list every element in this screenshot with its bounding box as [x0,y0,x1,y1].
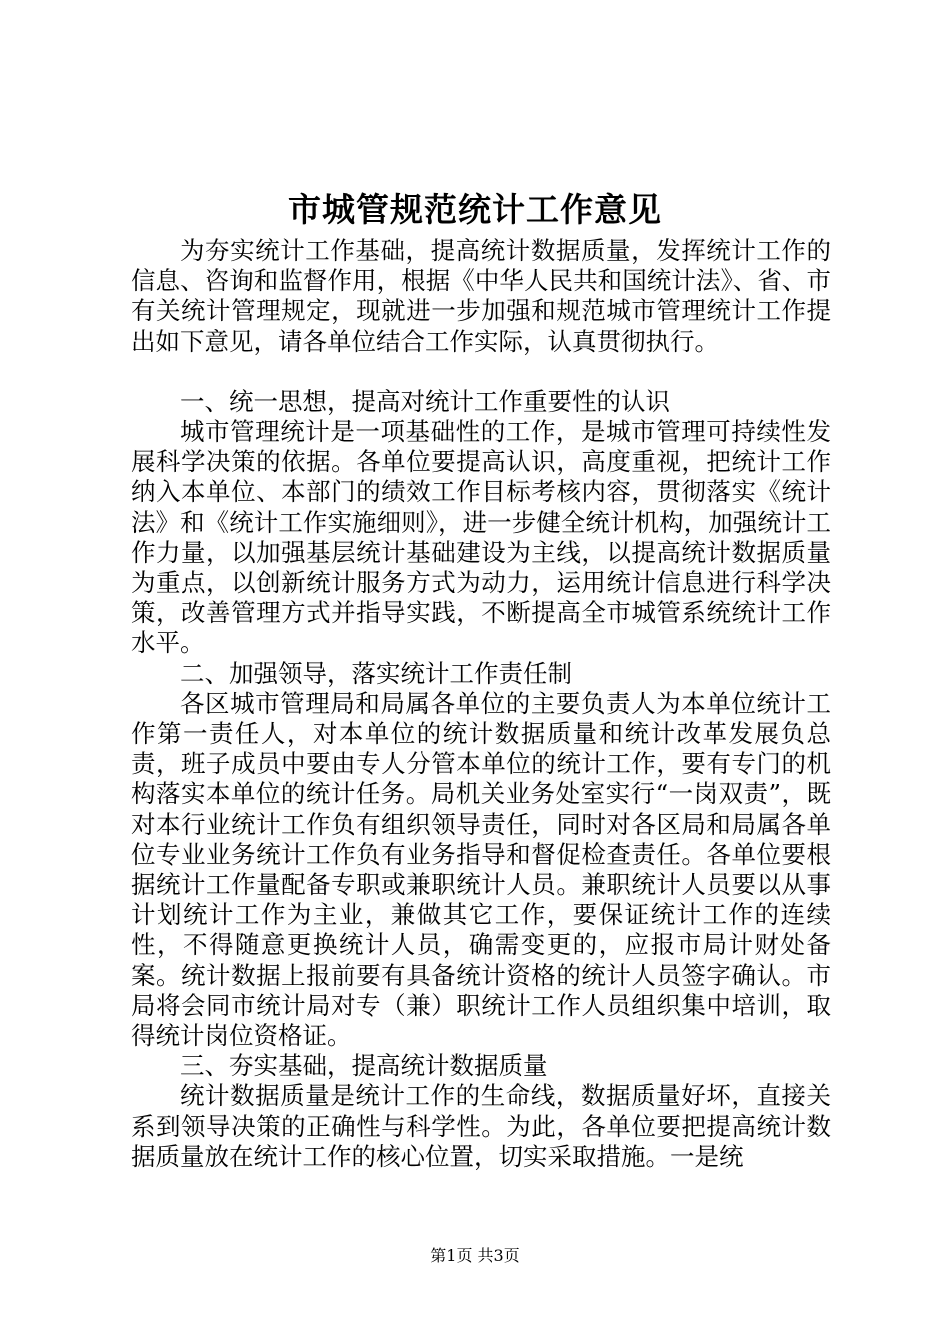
section-paragraph-3: 统计数据质量是统计工作的生命线，数据质量好坏，直接关系到领导决策的正确性与科学性。为此，各单位要把提高统计数据质量放在统计工作的核心位置，切实采取措施。一是统 [131,1081,831,1171]
intro-paragraph: 为夯实统计工作基础，提高统计数据质量，发挥统计工作的信息、咨询和监督作用，根据《中华人民共和国统计法》、省、市有关统计管理规定，现就进一步加强和规范城市管理统计工作提出如下意见，请各单位结合工作实际，认真贯彻执行。 [131,236,831,356]
page-footer: 第1页 共3页 [430,1246,520,1265]
document-body [131,236,831,1172]
document-title: 市城管规范统计工作意见 [288,190,662,229]
section-paragraph-2: 各区城市管理局和局属各单位的主要负责人为本单位统计工作第一责任人，对本单位的统计数据质量和统计改革发展负总责，班子成员中要由专人分管本单位的统计工作，要有专门的机构落实本单位的统计任务。局机关业务处室实行“一岗双责”，既对本行业统计工作负有组织领导责任，同时对各区局和局属各单位专业业务统计工作负有业务指导和督促检查责任。各单位要根据统计工作量配备专职或兼职统计人员。兼职统计人员要以从事计划统计工作为主业，兼做其它工作，要保证统计工作的连续性，不得随意更换统计人员，确需变更的，应报市局计财处备案。统计数据上报前要有具备统计资格的统计人员签字确认。市局将会同市统计局对专（兼）职统计工作人员组织集中培训，取得统计岗位资格证。 [131,688,831,1051]
section-heading-3: 三、夯实基础，提高统计数据质量 [180,1051,548,1081]
section-paragraph-1: 城市管理统计是一项基础性的工作，是城市管理可持续性发展科学决策的依据。各单位要提高认识，高度重视，把统计工作纳入本单位、本部门的绩效工作目标考核内容，贯彻落实《统计法》和《统计工作实施细则》，进一步健全统计机构，加强统计工作力量，以加强基层统计基础建设为主线，以提高统计数据质量为重点，以创新统计服务方式为动力，运用统计信息进行科学决策，改善管理方式并指导实践，不断提高全市城管系统统计工作水平。 [131,417,831,658]
section-heading-1: 一、统一思想，提高对统计工作重要性的认识 [180,386,670,416]
section-heading-2: 二、加强领导，落实统计工作责任制 [180,658,572,688]
